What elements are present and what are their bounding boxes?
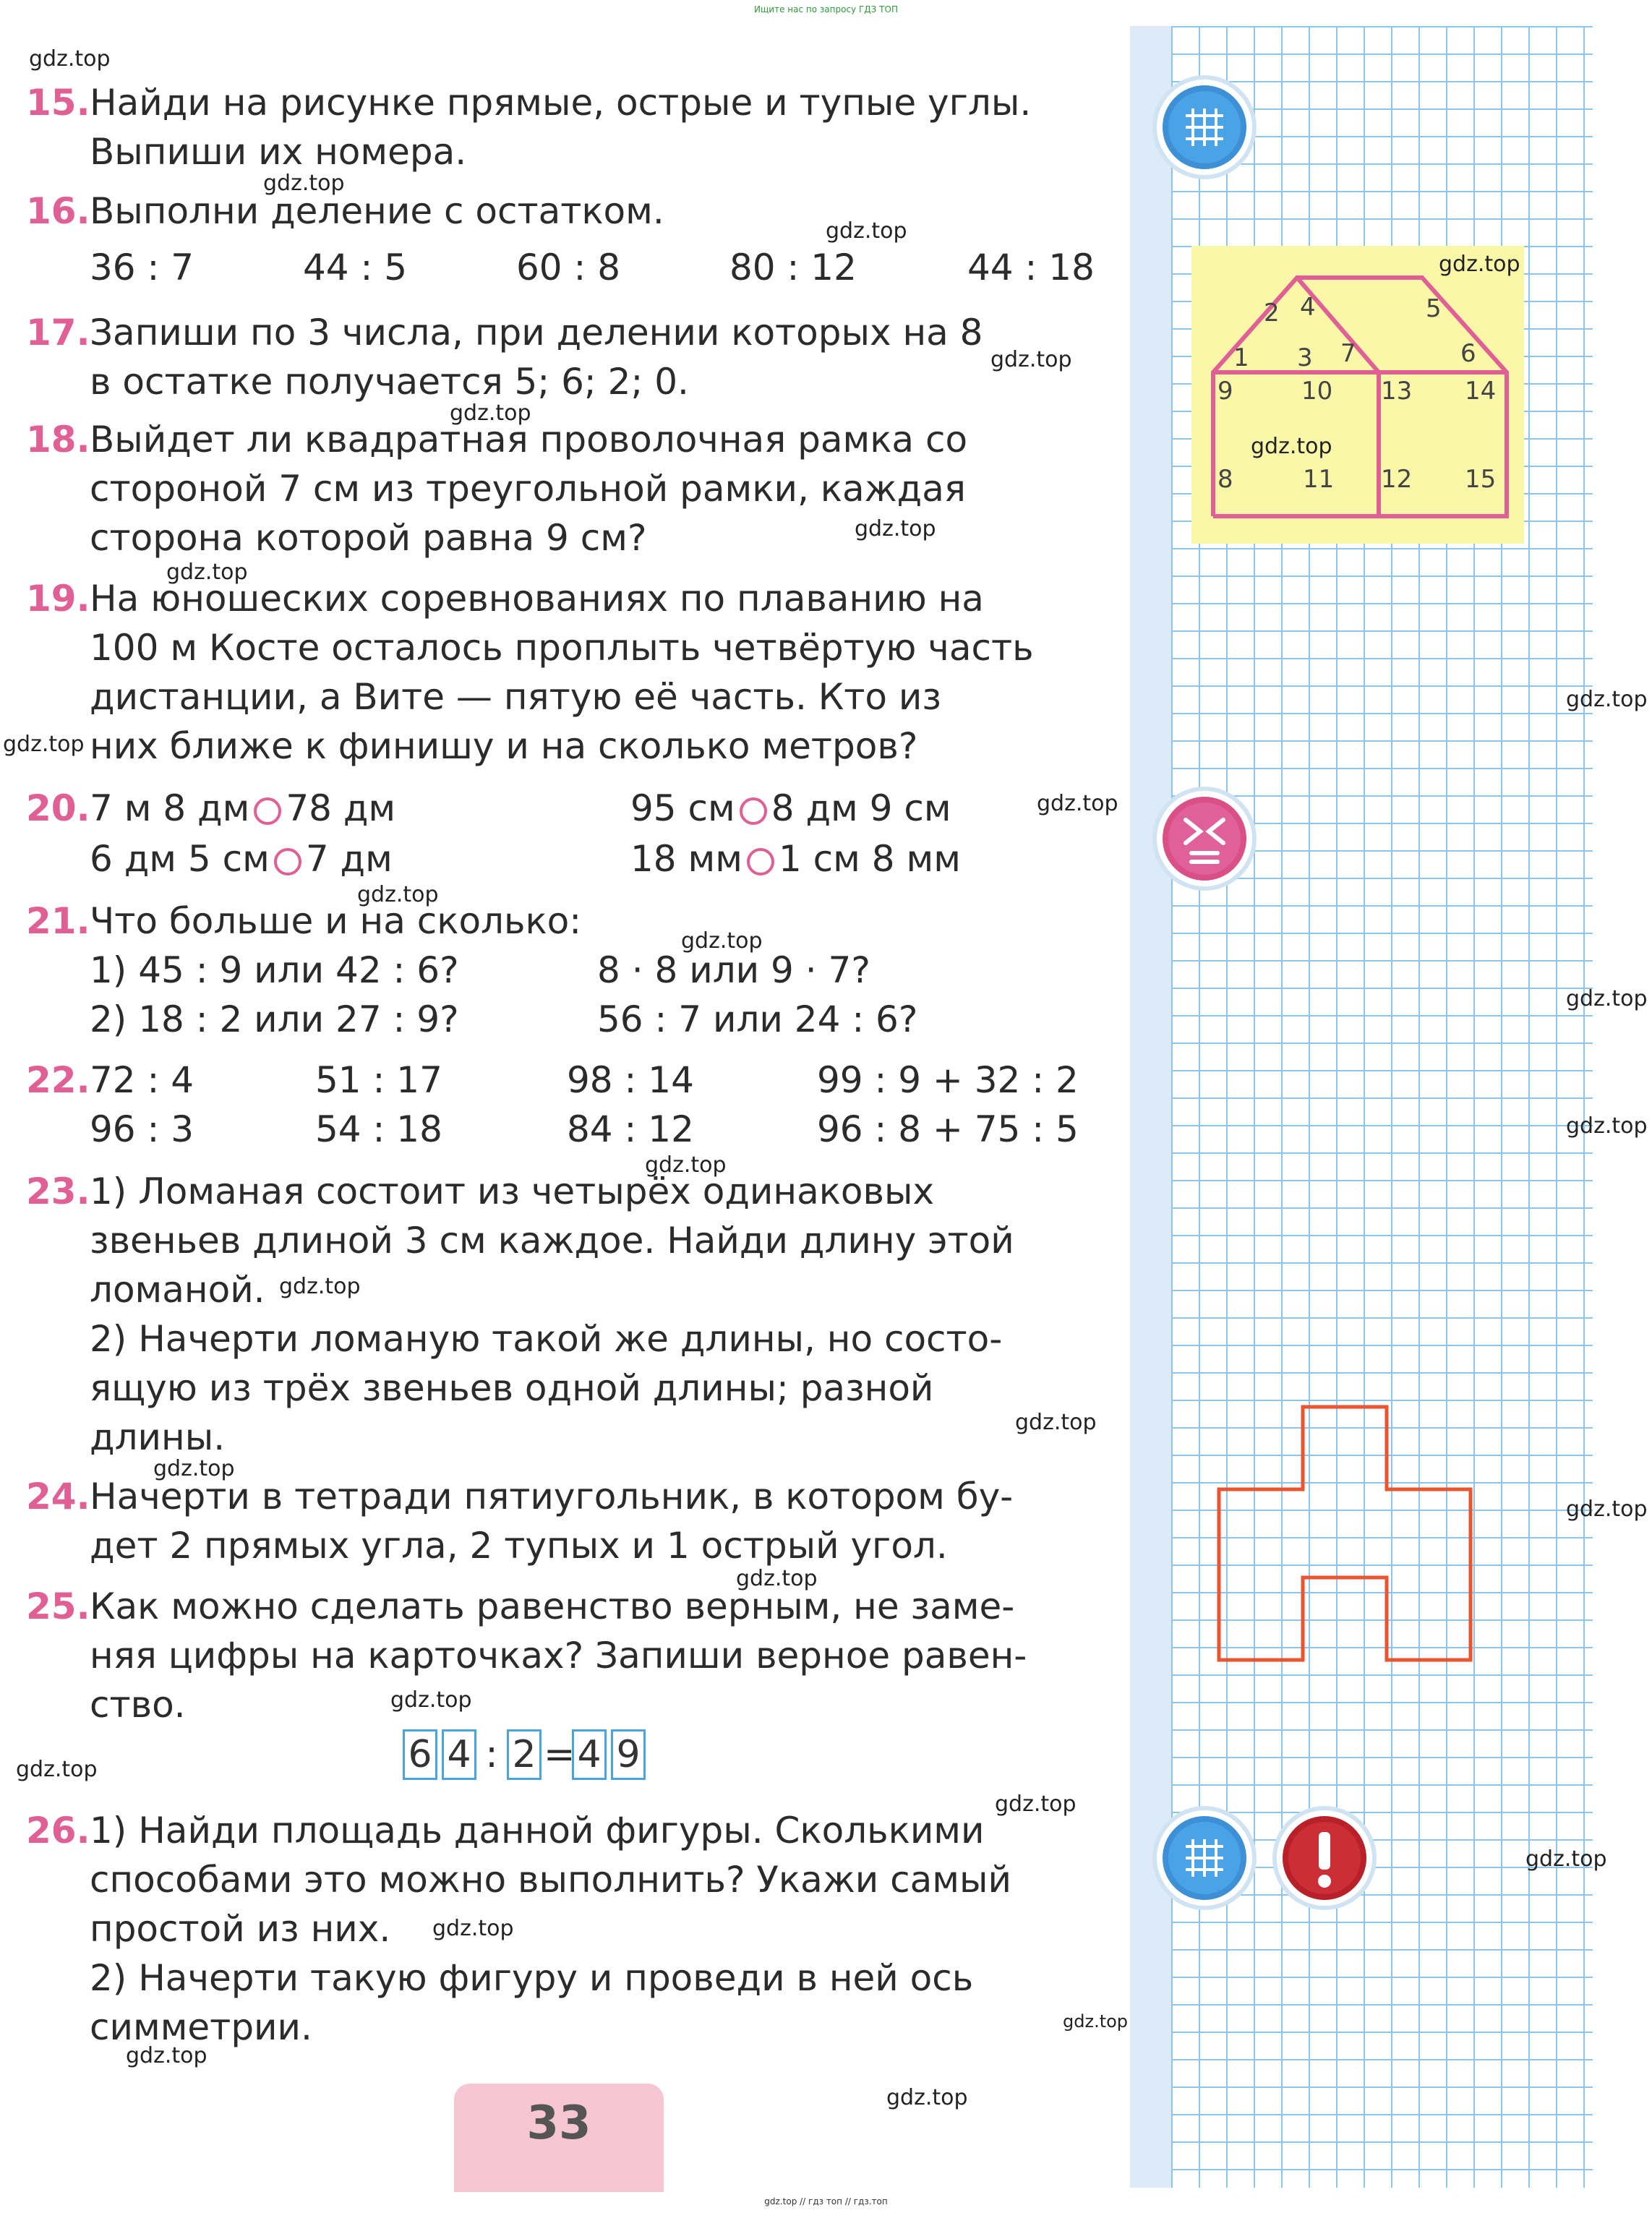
task-23: 23.1) Ломаная состоит из четырёх одинаковых звеньев длиной 3 см каждое. Найди длину этой ломаной. 2) Начерти ломаную такой же длины, но состо- ящую из трёх звеньев одной длины; разной длины.: [26, 1167, 1014, 1462]
watermark: gdz.top: [1063, 2011, 1129, 2032]
area-figure: [1207, 1395, 1497, 1670]
task-number: 16.: [26, 190, 90, 232]
watermark: gdz.top: [432, 1916, 514, 1941]
task-24: 24.Начерти в тетради пятиугольник, в котором бу- дет 2 прямых угла, 2 тупых и 1 острый угол.: [26, 1472, 1013, 1570]
digit-card[interactable]: 6: [403, 1729, 437, 1780]
digit-card[interactable]: 2: [507, 1729, 542, 1780]
division-item: 36 : 7: [90, 247, 194, 288]
digit-card[interactable]: 4: [442, 1729, 476, 1780]
watermark: gdz.top: [1566, 986, 1648, 1011]
task-number: 21.: [26, 900, 90, 942]
operator: =: [544, 1733, 575, 1776]
watermark: gdz.top: [1525, 1846, 1607, 1872]
number-cards: [401, 1729, 648, 1780]
task-21: 21.Что больше и на сколько: 1) 45 : 9 или 42 : 6? 8 · 8 или 9 · 7? 2) 18 : 2 или 27 : 9? 56 : 7 или 24 : 6?: [26, 896, 1096, 1048]
task-15: 15.Найди на рисунке прямые, острые и тупые углы. Выпиши их номера.: [26, 78, 1024, 176]
watermark: gdz.top: [1251, 434, 1332, 459]
compare-circle[interactable]: [740, 797, 767, 825]
watermark: gdz.top: [357, 882, 439, 907]
digit-card[interactable]: 4: [572, 1729, 607, 1780]
watermark: gdz.top: [16, 1757, 98, 1782]
task-22: 22. 72 : 4 51 : 17 98 : 14 99 : 9 + 32 : 2 96 : 3 54 : 18 84 : 12 96 : 8 + 75 : 5: [26, 1056, 1096, 1157]
watermark: gdz.top: [3, 732, 85, 757]
watermark: gdz.top: [1439, 252, 1520, 277]
watermark: gdz.top: [166, 560, 248, 585]
compare-icon: [1157, 791, 1252, 886]
task-number: 25.: [26, 1585, 90, 1627]
watermark: gdz.top: [29, 46, 111, 72]
task-number: 20.: [26, 787, 90, 829]
division-item: 44 : 18: [967, 247, 1095, 288]
angle-label: 14: [1465, 377, 1497, 406]
house-figure: [1191, 246, 1524, 544]
task-25: 25.Как можно сделать равенство верным, не заме- няя цифры на карточках? Запиши верное равен- ство.: [26, 1582, 1027, 1729]
watermark: gdz.top: [736, 1566, 818, 1591]
page-number: 33: [454, 2084, 664, 2192]
watermark: gdz.top: [855, 516, 936, 542]
watermark: gdz.top: [126, 2043, 207, 2068]
exclamation-icon: [1277, 1810, 1372, 1906]
digit-card[interactable]: 9: [611, 1729, 646, 1780]
task-number: 15.: [26, 82, 90, 124]
angle-label: 3: [1297, 343, 1313, 372]
watermark: gdz.top: [826, 218, 907, 244]
task-number: 24.: [26, 1476, 90, 1518]
angle-label: 1: [1233, 343, 1249, 372]
bottom-banner: gdz.top // гдз топ // гдз.топ: [764, 2196, 888, 2206]
watermark: gdz.top: [1566, 687, 1648, 712]
angle-label: 11: [1303, 465, 1335, 494]
grid-icon: [1157, 1810, 1252, 1906]
angle-label: 10: [1301, 377, 1333, 406]
angle-label: 13: [1381, 377, 1413, 406]
angle-label: 4: [1300, 293, 1316, 322]
watermark: gdz.top: [990, 347, 1072, 372]
compare-circle[interactable]: [254, 797, 281, 825]
task-number: 26.: [26, 1810, 90, 1852]
watermark: gdz.top: [1566, 1113, 1648, 1139]
watermark: gdz.top: [153, 1456, 235, 1481]
task-number: 17.: [26, 312, 90, 354]
compare-circle[interactable]: [274, 848, 301, 876]
compare-circle[interactable]: [747, 848, 774, 876]
top-banner: Ищите нас по запросу ГДЗ ТОП: [754, 4, 898, 14]
watermark: gdz.top: [1566, 1497, 1648, 1522]
division-item: 60 : 8: [516, 247, 621, 288]
task-17: 17.Запиши по 3 числа, при делении которых на 8 в остатке получается 5; 6; 2; 0.: [26, 308, 983, 406]
division-item: 80 : 12: [729, 247, 857, 288]
angle-label: 7: [1340, 339, 1356, 368]
watermark: gdz.top: [645, 1152, 727, 1178]
watermark: gdz.top: [886, 2085, 968, 2110]
angle-label: 9: [1217, 377, 1233, 406]
angle-label: 8: [1217, 465, 1233, 494]
grid-icon: [1157, 80, 1252, 175]
watermark: gdz.top: [263, 171, 345, 196]
watermark: gdz.top: [450, 401, 531, 426]
task-number: 19.: [26, 578, 90, 620]
watermark: gdz.top: [1037, 791, 1118, 816]
watermark: gdz.top: [1015, 1410, 1097, 1435]
angle-label: 5: [1426, 294, 1442, 323]
angle-label: 6: [1460, 339, 1476, 368]
watermark: gdz.top: [390, 1687, 472, 1713]
angle-label: 12: [1381, 465, 1413, 494]
task-number: 22.: [26, 1059, 90, 1101]
task-26: 26.1) Найди площадь данной фигуры. Сколькими способами это можно выполнить? Укажи самый простой из них. 2) Начерти такую фигуру и проведи в ней ось симметрии.: [26, 1806, 1011, 2052]
task-16: 16.Выполни деление с остатком.: [26, 187, 664, 236]
watermark: gdz.top: [995, 1792, 1077, 1817]
angle-label: 2: [1264, 299, 1280, 328]
operator: :: [485, 1733, 498, 1776]
task-20: 20. 7 м 8 дм 78 дм 95 см 8 дм 9 см 6 дм 5 см 7 дм 18 мм 1 см 8 мм: [26, 784, 1096, 885]
watermark: gdz.top: [279, 1274, 361, 1299]
task-19: 19.На юношеских соревнованиях по плаванию на 100 м Косте осталось проплыть четвёртую часть дистанции, а Вите — пятую её часть. Кто из них ближе к финишу и на сколько метров?: [26, 574, 1034, 771]
division-item: 44 : 5: [303, 247, 408, 288]
angle-label: 15: [1465, 465, 1497, 494]
task-number: 23.: [26, 1170, 90, 1212]
task-18: 18.Выйдет ли квадратная проволочная рамка со стороной 7 см из треугольной рамки, каждая сторона которой равна 9 см?: [26, 415, 967, 562]
watermark: gdz.top: [681, 928, 763, 954]
task-number: 18.: [26, 419, 90, 461]
